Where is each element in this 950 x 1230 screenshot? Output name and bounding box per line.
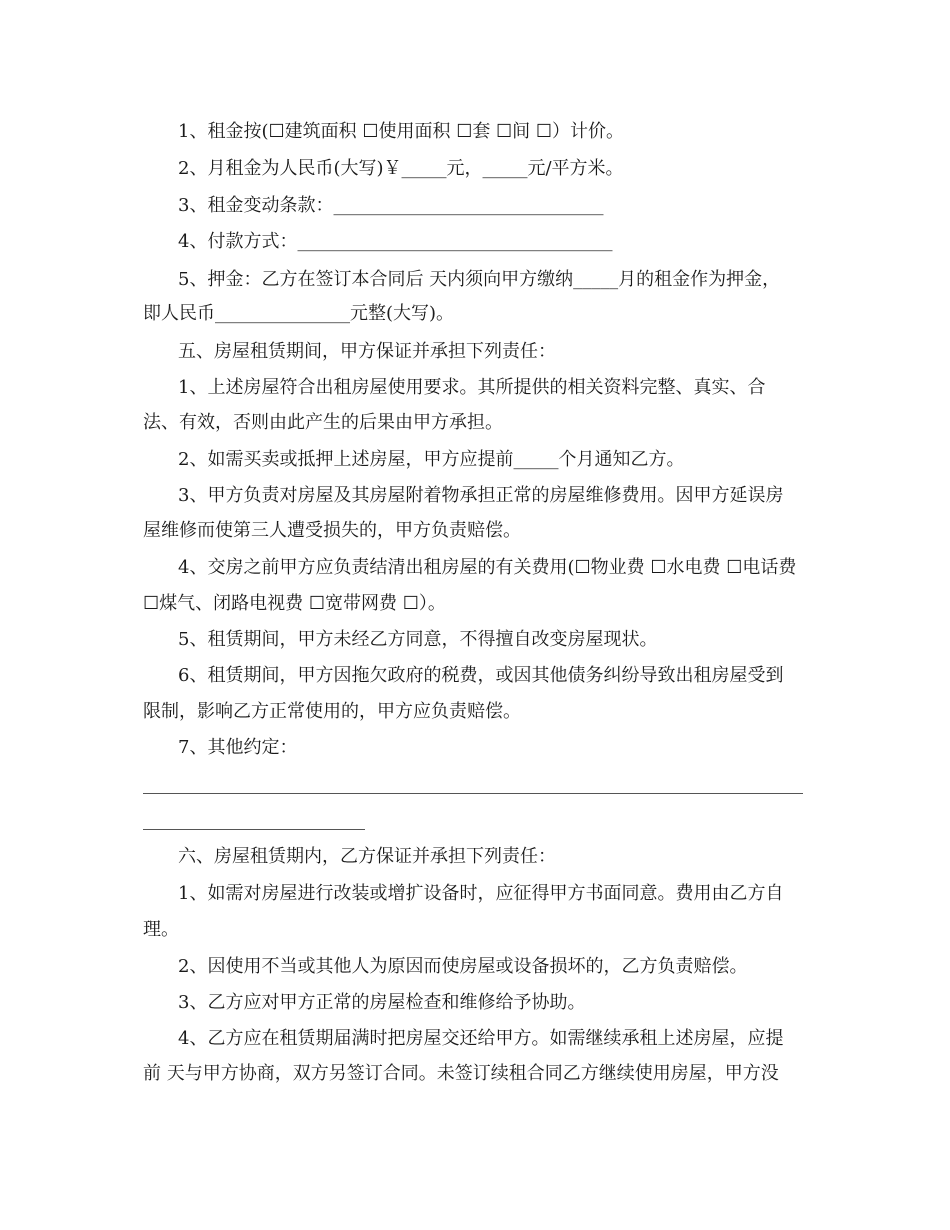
clause-five-7: 7、其他约定： — [178, 737, 298, 758]
clause-rent-change: 3、租金变动条款：______________________________ — [178, 195, 604, 216]
section-heading-six: 六、房屋租赁期内，乙方保证并承担下列责任： — [178, 846, 556, 867]
clause-six-3: 3、乙方应对甲方正常的房屋检查和维修给予协助。 — [178, 992, 586, 1013]
clause-six-4-continued: 前 天与甲方协商，双方另签订合同。未签订续租合同乙方继续使用房屋，甲方没 — [143, 1063, 779, 1084]
clause-payment-method: 4、付款方式：___________________________________ — [178, 231, 613, 252]
clause-five-3-continued: 屋维修而使第三人遭受损失的，甲方负责赔偿。 — [143, 520, 521, 541]
blank-line-short — [143, 829, 365, 830]
clause-deposit-continued: 即人民币_______________元整(大写)。 — [143, 303, 455, 324]
clause-five-4: 4、交房之前甲方应负责结清出租房屋的有关费用(☐物业费 ☐水电费 ☐电话费 — [178, 557, 797, 578]
clause-five-5: 5、租赁期间，甲方未经乙方同意，不得擅自改变房屋现状。 — [178, 629, 658, 650]
clause-five-1-continued: 法、有效，否则由此产生的后果由甲方承担。 — [143, 412, 503, 433]
clause-six-1: 1、如需对房屋进行改装或增扩设备时，应征得甲方书面同意。费用由乙方自 — [178, 883, 784, 904]
clause-deposit: 5、押金：乙方在签订本合同后 天内须向甲方缴纳_____月的租金作为押金， — [178, 269, 781, 290]
clause-five-4-continued: ☐煤气、闭路电视费 ☐宽带网费 ☐）。 — [143, 593, 446, 614]
clause-six-4: 4、乙方应在租赁期届满时把房屋交还给甲方。如需继续承租上述房屋，应提 — [178, 1028, 784, 1049]
section-heading-five: 五、房屋租赁期间，甲方保证并承担下列责任： — [178, 341, 556, 362]
clause-rent-basis: 1、租金按(☐建筑面积 ☐使用面积 ☐套 ☐间 ☐）计价。 — [178, 121, 625, 142]
clause-five-2: 2、如需买卖或抵押上述房屋，甲方应提前_____个月通知乙方。 — [178, 449, 685, 470]
clause-six-2: 2、因使用不当或其他人为原因而使房屋或设备损坏的，乙方负责赔偿。 — [178, 956, 748, 977]
clause-six-1-continued: 理。 — [143, 919, 179, 940]
clause-five-3: 3、甲方负责对房屋及其房屋附着物承担正常的房屋维修费用。因甲方延误房 — [178, 485, 784, 506]
blank-line-long — [143, 793, 803, 794]
clause-five-6-continued: 限制，影响乙方正常使用的，甲方应负责赔偿。 — [143, 701, 521, 722]
clause-monthly-rent: 2、月租金为人民币(大写)￥_____元，_____元/平方米。 — [178, 158, 624, 179]
clause-five-6: 6、租赁期间，甲方因拖欠政府的税费，或因其他债务纠纷导致出租房屋受到 — [178, 665, 784, 686]
clause-five-1: 1、上述房屋符合出租房屋使用要求。其所提供的相关资料完整、真实、合 — [178, 377, 766, 398]
